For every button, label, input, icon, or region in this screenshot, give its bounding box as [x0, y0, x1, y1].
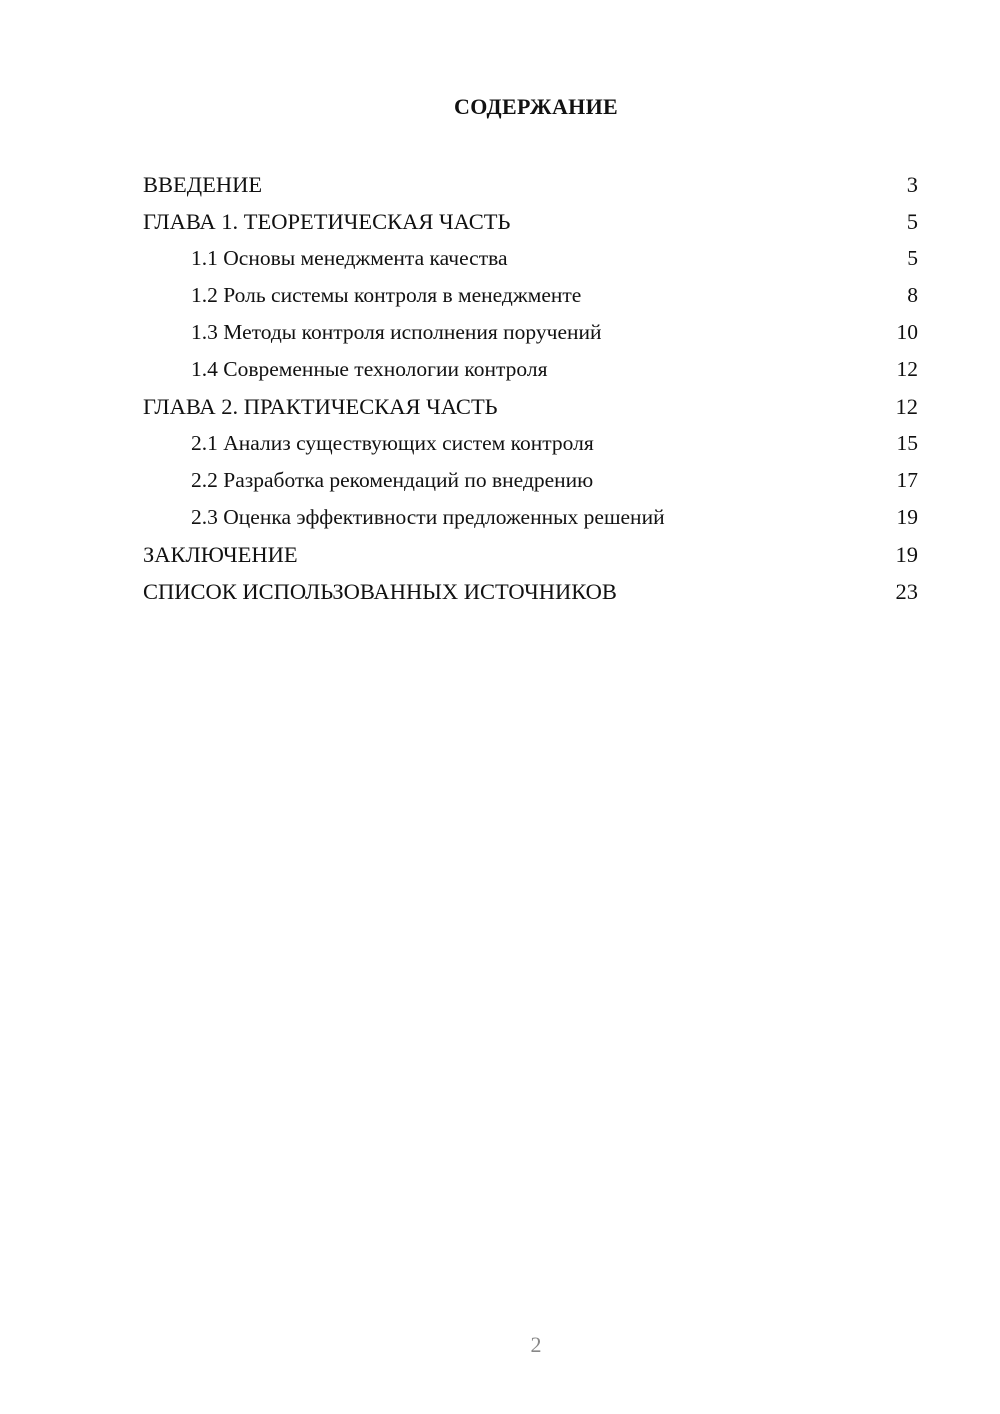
toc-subentry: [143, 351, 918, 388]
toc-entry: [143, 203, 918, 240]
toc-subentry: [143, 240, 918, 277]
toc-entry-page: 19: [895, 542, 918, 567]
toc-entry-page: 5: [906, 209, 918, 234]
toc-entry-label: 1.2 Роль системы контроля в менеджменте: [191, 283, 582, 307]
toc-entry-label: ВВЕДЕНИЕ: [143, 172, 263, 197]
toc-entry-label: СПИСОК ИСПОЛЬЗОВАННЫХ ИСТОЧНИКОВ: [143, 579, 617, 604]
toc-entry-label: ГЛАВА 1. ТЕОРЕТИЧЕСКАЯ ЧАСТЬ: [143, 209, 511, 234]
toc-entry-page: 17: [896, 468, 918, 492]
toc-subentry: [143, 277, 918, 314]
toc-subentry: [143, 499, 918, 536]
toc-entry-page: 3: [906, 172, 918, 197]
table-of-contents: [143, 166, 918, 610]
toc-subentry: [143, 462, 918, 499]
page-title: СОДЕРЖАНИЕ: [454, 94, 618, 119]
toc-entry-page: 23: [895, 579, 918, 604]
toc-entry-label: 1.4 Современные технологии контроля: [191, 357, 548, 381]
toc-entry: [143, 536, 918, 573]
toc-entry-page: 8: [907, 283, 918, 307]
toc-entry: [143, 166, 918, 203]
toc-entry: [143, 388, 918, 425]
toc-entry-page: 15: [896, 431, 918, 455]
toc-entry-label: 2.2 Разработка рекомендаций по внедрению: [191, 468, 594, 492]
toc-entry-label: ЗАКЛЮЧЕНИЕ: [143, 542, 298, 567]
toc-entry-page: 19: [896, 505, 918, 529]
toc-entry-page: 12: [896, 357, 918, 381]
toc-entry-page: 10: [896, 320, 918, 344]
toc-entry-label: ГЛАВА 2. ПРАКТИЧЕСКАЯ ЧАСТЬ: [143, 394, 498, 419]
toc-subentry: [143, 425, 918, 462]
toc-entry: [143, 573, 918, 610]
toc-entry-page: 12: [895, 394, 918, 419]
toc-entry-label: 1.3 Методы контроля исполнения поручений: [191, 320, 602, 344]
toc-entry-label: 2.3 Оценка эффективности предложенных решений: [191, 505, 665, 529]
page-number: 2: [530, 1332, 542, 1357]
toc-entry-label: 1.1 Основы менеджмента качества: [191, 246, 508, 270]
toc-subentry: [143, 314, 918, 351]
toc-entry-label: 2.1 Анализ существующих систем контроля: [191, 431, 594, 455]
toc-entry-page: 5: [907, 246, 918, 270]
